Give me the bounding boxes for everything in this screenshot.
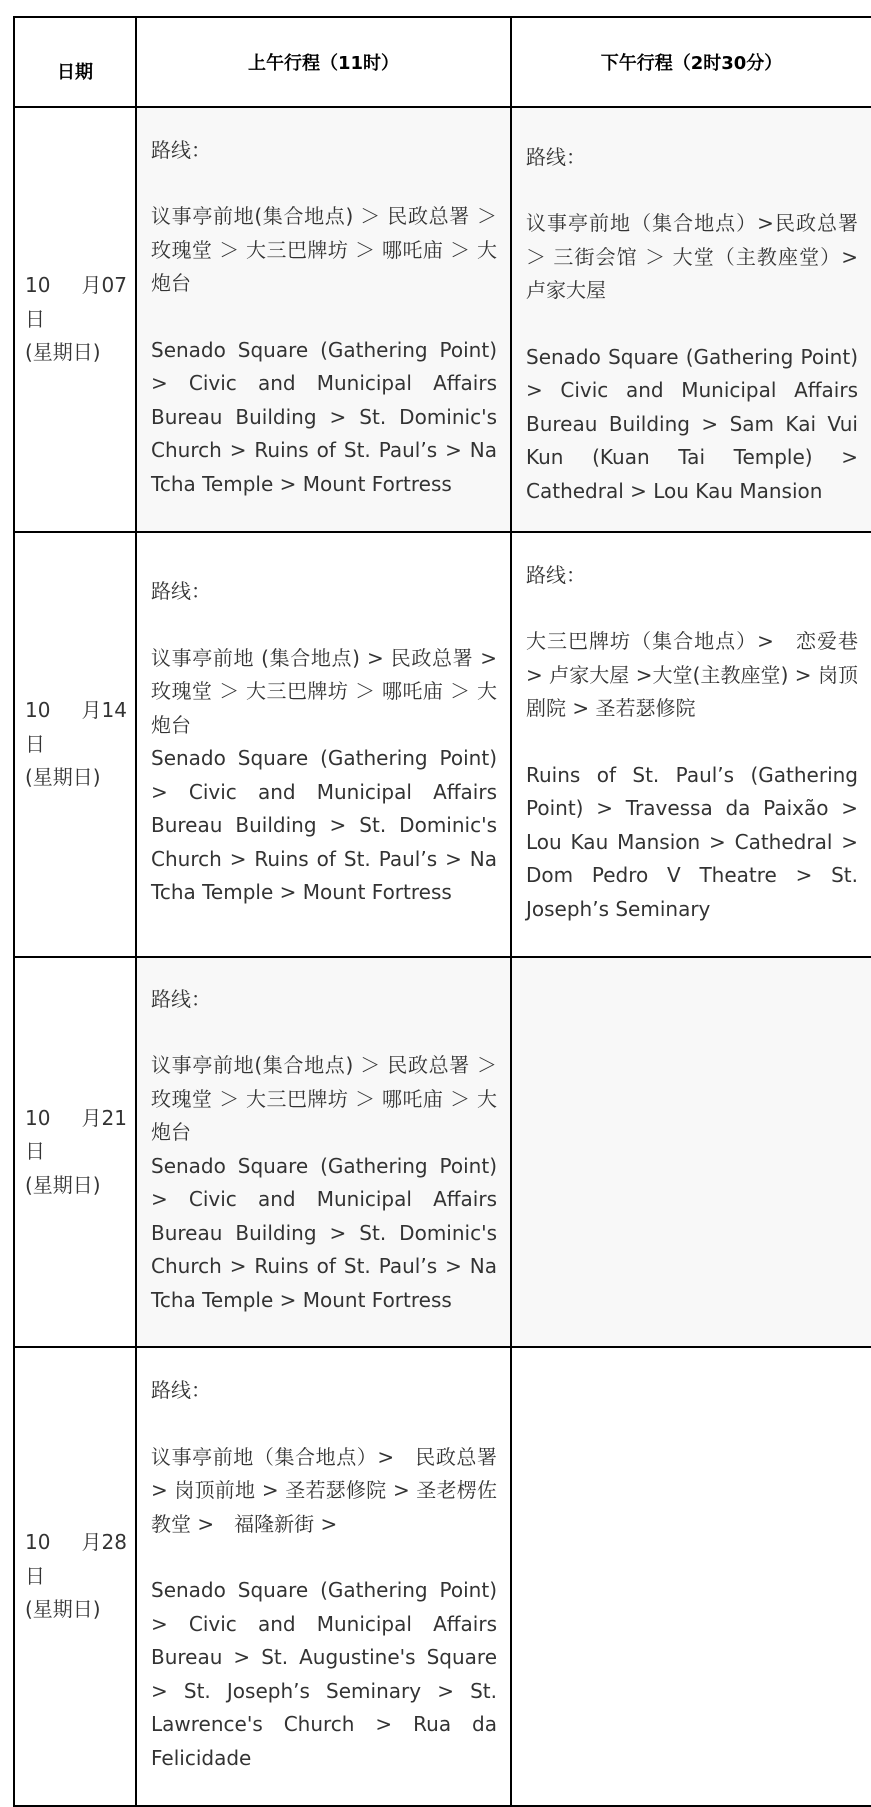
route-en: Senado Square (Gathering Point) > Civic and Municipal Affairs Bureau > St. Augustine's Square > St. Joseph’s Seminary > St. Lawrence's Church > Rua da Felicidade (151, 1578, 497, 1770)
tour-schedule-table (13, 16, 871, 1807)
route-zh: 议事亭前地（集合地点）>民政总署 ＞ 三街会馆 ＞ 大堂（主教座堂）> 卢家大屋 (526, 211, 858, 303)
route-zh: 议事亭前地 (集合地点) > 民政总署 > 玫瑰堂 ＞ 大三巴牌坊 ＞ 哪吒庙 ＞ 大炮台 (151, 645, 497, 737)
route-label: 路线： (151, 1378, 211, 1402)
date-day: 月07 (81, 273, 127, 298)
table-row (14, 1347, 871, 1806)
route-zh: 议事亭前地(集合地点) ＞ 民政总署 ＞ 玫瑰堂 ＞ 大三巴牌坊 ＞ 哪吒庙 ＞ 大炮台 (151, 1053, 497, 1145)
route-label: 路线： (526, 144, 586, 169)
route-zh: 大三巴牌坊（集合地点）> 恋爱巷 > 卢家大屋 >大堂(主教座堂) > 岗顶剧院 > 圣若瑟修院 (526, 629, 858, 721)
route-zh: 议事亭前地(集合地点) ＞ 民政总署 ＞ 玫瑰堂 ＞ 大三巴牌坊 ＞ 哪吒庙 ＞ 大炮台 (151, 204, 497, 296)
date-month: 10 (25, 273, 51, 298)
morning-route-cell (136, 107, 511, 532)
date-weekday: (星期日) (25, 340, 101, 365)
afternoon-route-cell (511, 107, 871, 532)
route-label: 路线： (526, 562, 586, 587)
date-weekday: (星期日) (25, 1172, 101, 1197)
date-month: 10 (25, 1530, 51, 1555)
route-en: Senado Square (Gathering Point) > Civic and Municipal Affairs Bureau Building > St. Dominic's Church > Ruins of St. Paul’s > Na Tcha Temple > Mount Fortress (151, 1153, 497, 1312)
route-en: Ruins of St. Paul’s (Gathering Point) > Travessa da Paixão > Lou Kau Mansion > Cathedral > Dom Pedro V Theatre > St. Joseph’s Seminary (526, 762, 858, 921)
table-row (14, 957, 871, 1347)
date-cell (14, 107, 136, 532)
table-row (14, 532, 871, 957)
date-day: 月14 (81, 698, 127, 723)
route-zh: 议事亭前地（集合地点）> 民政总署 > 岗顶前地 > 圣若瑟修院 > 圣老楞佐教堂 > 福隆新街 > (151, 1444, 497, 1536)
date-suffix: 日 (25, 1139, 45, 1164)
date-cell (14, 532, 136, 957)
route-label: 路线： (151, 986, 211, 1011)
morning-route-cell (136, 957, 511, 1347)
route-en: Senado Square (Gathering Point) > Civic and Municipal Affairs Bureau Building > St. Dominic's Church > Ruins of St. Paul’s > Na Tcha Temple > Mount Fortress (151, 337, 497, 496)
date-month: 10 (25, 698, 51, 723)
morning-route-cell (136, 532, 511, 957)
afternoon-route-cell-empty (511, 1347, 871, 1806)
date-cell (14, 957, 136, 1347)
afternoon-route-cell-empty (511, 957, 871, 1347)
route-label: 路线： (151, 137, 211, 162)
header-afternoon: 下午行程（2时30分） (511, 17, 871, 107)
table-row (14, 107, 871, 532)
date-month: 10 (25, 1105, 51, 1130)
morning-route-cell (136, 1347, 511, 1806)
route-en: Senado Square (Gathering Point) > Civic and Municipal Affairs Bureau Building > Sam Kai Vui Kun (Kuan Tai Temple) > Cathedral > Lou Kau Mansion (526, 344, 858, 503)
date-suffix: 日 (25, 306, 45, 331)
afternoon-route-cell (511, 532, 871, 957)
header-row (14, 17, 871, 107)
date-weekday: (星期日) (25, 765, 101, 790)
date-suffix: 日 (25, 731, 45, 756)
route-en: Senado Square (Gathering Point) > Civic and Municipal Affairs Bureau Building > St. Dominic's Church > Ruins of St. Paul’s > Na Tcha Temple > Mount Fortress (151, 746, 497, 905)
date-day: 月28 (81, 1530, 127, 1555)
header-date: 日期 (14, 17, 136, 107)
date-day: 月21 (81, 1105, 127, 1130)
date-suffix: 日 (25, 1563, 45, 1588)
route-label: 路线： (151, 579, 211, 604)
date-cell (14, 1347, 136, 1806)
date-weekday: (星期日) (25, 1597, 101, 1622)
header-morning: 上午行程（11时） (136, 17, 511, 107)
